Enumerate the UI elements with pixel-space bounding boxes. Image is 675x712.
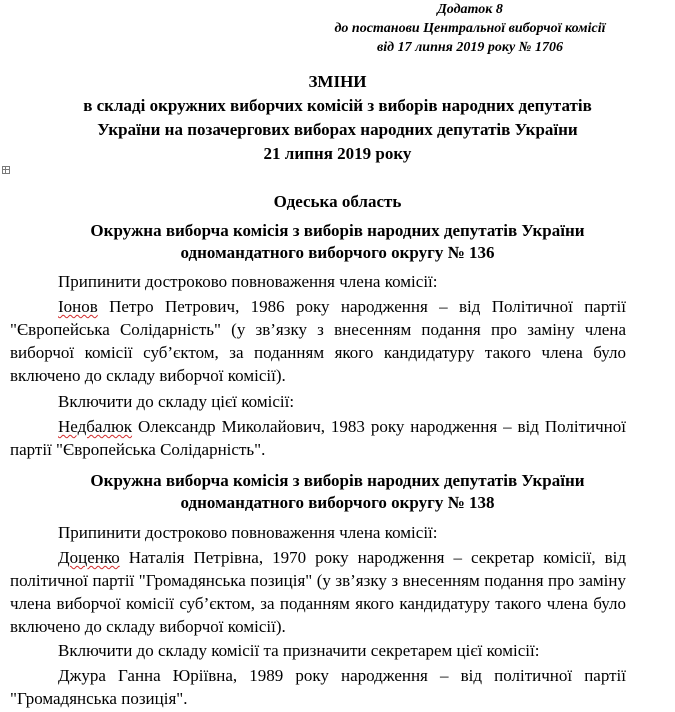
section-2-title-line-2: одномандатного виборчого округу № 138 — [180, 493, 495, 512]
section-1-terminate-label: Припинити достроково повноваження члена комісії: — [58, 272, 438, 291]
title-line-3: України на позачергових виборах народних депутатів України — [97, 120, 578, 139]
section-1-title — [0, 220, 675, 264]
section-2-include-paragraph: Джура Ганна Юріївна, 1989 року народження – від політичної партії "Громадянська позиція". — [10, 666, 626, 708]
section-2-terminate-name: Доценко — [58, 548, 120, 567]
annex-line-1: Додаток 8 — [437, 2, 503, 17]
table-move-handle-icon[interactable] — [2, 166, 10, 174]
section-1-terminate-name: Іонов — [58, 297, 98, 316]
document-title — [0, 70, 675, 166]
section-1-include-name: Недбалюк — [58, 417, 133, 436]
title-line-4: 21 липня 2019 року — [263, 144, 412, 163]
section-2-terminate-label: Припинити достроково повноваження члена комісії: — [58, 523, 438, 542]
section-1-title-line-2: одномандатного виборчого округу № 136 — [180, 243, 495, 262]
section-2-terminate-text: Наталія Петрівна, 1970 року народження – секретар комісії, від політичної партії "Громадянська позиція" (у зв’язку з внесенням подання про заміну члена виборчої комісії суб’єктом, за поданням якого кандидатуру такого члена було включено до складу виборчої комісії). — [10, 548, 626, 636]
section-2-title-line-1: Окружна виборча комісія з виборів народних депутатів України — [90, 471, 585, 490]
region-heading: Одеська область — [273, 192, 402, 211]
section-1-terminate-paragraph — [10, 295, 626, 387]
section-2-title — [0, 470, 675, 514]
section-1-include-text: Олександр Миколайович, 1983 року народження – від Політичної партії "Європейська Солідарність". — [10, 417, 626, 459]
annex-header — [300, 0, 640, 57]
annex-line-3: від 17 липня 2019 року № 1706 — [377, 40, 563, 55]
section-1-terminate-text: Петро Петрович, 1986 року народження – від Політичної партії "Європейська Солідарність" (у зв’язку з внесенням подання про заміну члена виборчої комісії суб’єктом, за поданням якого кандидатуру такого члена було включено до складу виборчої комісії). — [10, 297, 626, 385]
section-1-include-paragraph — [10, 415, 626, 461]
section-1-include-label: Включити до складу цієї комісії: — [58, 392, 295, 411]
section-1-title-line-1: Окружна виборча комісія з виборів народних депутатів України — [90, 221, 585, 240]
section-2-include-label: Включити до складу комісії та призначити секретарем цієї комісії: — [58, 641, 540, 660]
title-line-2: в складі окружних виборчих комісій з виборів народних депутатів — [83, 96, 592, 115]
section-2-terminate-paragraph — [10, 546, 626, 638]
annex-line-2: до постанови Центральної виборчої комісії — [334, 21, 606, 36]
title-line-1: ЗМІНИ — [308, 72, 367, 91]
